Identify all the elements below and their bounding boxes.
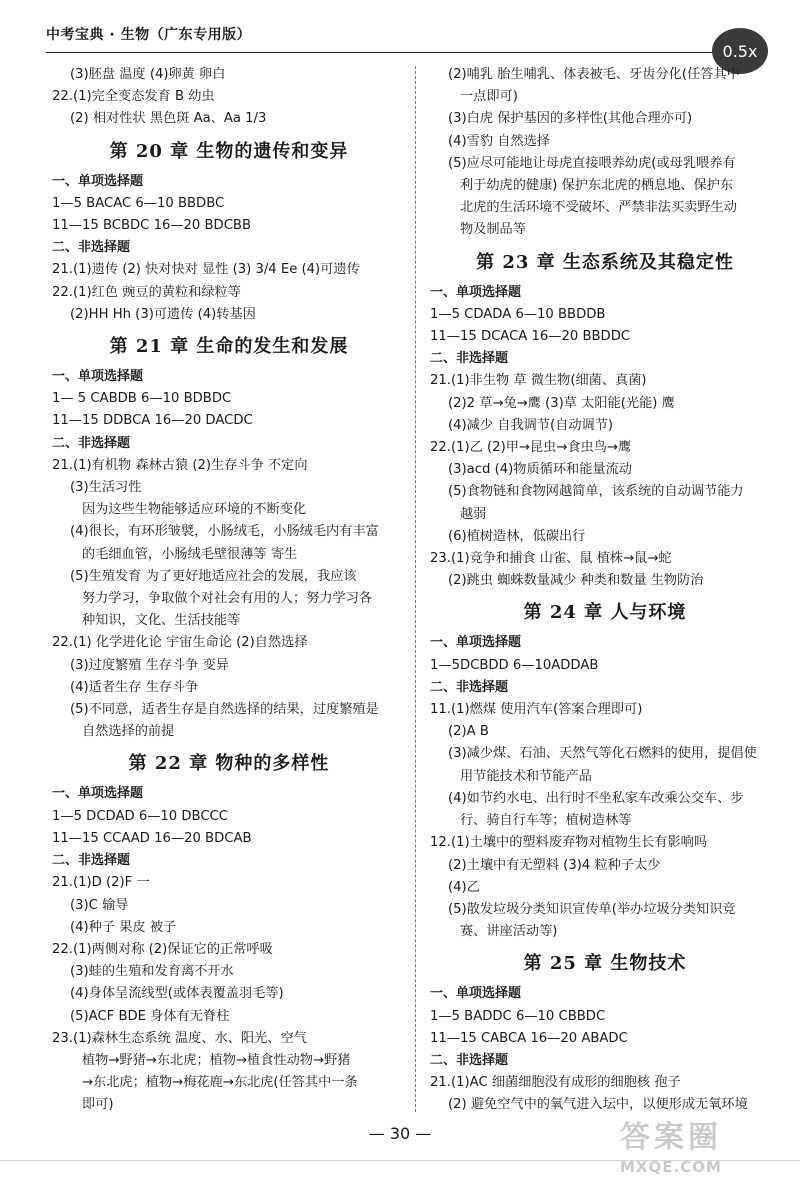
- answer-line: 物及制品等: [460, 222, 526, 238]
- chapter-25-title: 第 25 章 生物技术: [523, 953, 687, 975]
- answer-line: (2)A B: [448, 724, 489, 740]
- answer-line: 自然选择的前提: [82, 724, 175, 740]
- answer-line: (5)不同意，适者生存是自然选择的结果，过度繁殖是: [70, 702, 379, 718]
- answer-line: 21.(1)有机物 森林古猿 (2)生存斗争 不定向: [52, 457, 308, 473]
- answer-line: (4)乙: [448, 879, 480, 895]
- answer-line: 11.(1)燃煤 使用汽车(答案合理即可): [430, 702, 643, 718]
- answer-line: (3)acd (4)物质循环和能量流动: [448, 462, 632, 478]
- answer-line: 利于幼虎的健康) 保护东北虎的栖息地、保护东: [460, 178, 734, 194]
- answer-line: 植物→野猪→东北虎；植物→植食性动物→野猪: [82, 1052, 351, 1068]
- answer-line: 赛、讲座活动等): [460, 924, 558, 940]
- section-heading: 二、非选择题: [52, 853, 131, 869]
- watermark-logo: [620, 1118, 790, 1188]
- section-heading: 二、非选择题: [52, 435, 131, 451]
- answer-line: (3)蛙的生殖和发育离不开水: [70, 964, 234, 980]
- answer-line: (4)很长，有环形皱襞，小肠绒毛，小肠绒毛内有丰富: [70, 524, 379, 540]
- column-divider: [415, 66, 416, 1112]
- answer-line: 一点即可): [460, 89, 518, 105]
- answer-line: 的毛细血管，小肠绒毛壁很薄等 寄生: [82, 546, 298, 562]
- watermark-domain: MXQE.COM: [620, 1158, 722, 1176]
- answer-line: (3)白虎 保护基因的多样性(其他合理亦可): [448, 111, 693, 127]
- answer-line: 1—5 BACAC 6—10 BBDBC: [52, 195, 225, 211]
- answer-line: 种知识，文化、生活技能等: [82, 613, 241, 629]
- answer-line: (6)植树造林，低碳出行: [448, 528, 586, 544]
- section-heading: 一、单项选择题: [430, 986, 522, 1002]
- chapter-24-title: 第 24 章 人与环境: [523, 602, 687, 624]
- answer-line: (5)食物链和食物网越简单，该系统的自动调节能力: [448, 484, 744, 500]
- answer-line: (4)雪豹 自然选择: [448, 133, 550, 149]
- answer-line: 即可): [82, 1097, 114, 1113]
- answer-line: 23.(1)森林生态系统 温度、水、阳光、空气: [52, 1030, 307, 1046]
- answer-line: 1—5 CDADA 6—10 BBDDB: [430, 306, 606, 322]
- section-heading: 一、单项选择题: [430, 284, 522, 300]
- answer-line: (2)2 草→兔→鹰 (3)草 太阳能(光能) 鹰: [448, 395, 675, 411]
- answer-line: 1—5DCBDD 6—10ADDAB: [430, 657, 599, 673]
- answer-line: (3)C 输导: [70, 897, 129, 913]
- answer-line: (4)减少 自我调节(自动调节): [448, 417, 614, 433]
- answer-line: (3)过度繁殖 生存斗争 变异: [70, 657, 229, 673]
- answer-line: 22.(1)完全变态发育 B 幼虫: [52, 89, 215, 105]
- answer-line: →东北虎；植物→梅花鹿→东北虎(任答其中一条: [82, 1075, 358, 1091]
- answer-line: (5)ACF BDE 身体有无脊柱: [70, 1008, 230, 1024]
- section-heading: 一、单项选择题: [52, 369, 144, 385]
- chapter-22-title: 第 22 章 物种的多样性: [128, 753, 330, 775]
- answer-line: 21.(1)非生物 草 微生物(细菌、真菌): [430, 373, 647, 389]
- answer-line: 努力学习，争取做个对社会有用的人；努力学习各: [82, 591, 373, 607]
- answer-line: (4)如节约水电、出行时不坐私家车改乘公交车、步: [448, 790, 744, 806]
- answer-line: 1—5 BADDC 6—10 CBBDC: [430, 1008, 606, 1024]
- page-header: 中考宝典 · 生物（广东专用版）: [46, 27, 252, 43]
- section-heading: 二、非选择题: [430, 679, 509, 695]
- answer-line: (4)种子 果皮 被子: [70, 919, 177, 935]
- answer-line: 21.(1)AC 细菌细胞没有成形的细胞核 孢子: [430, 1075, 681, 1091]
- watermark-logo-text: 答案圈: [620, 1120, 722, 1155]
- answer-line: 21.(1)遗传 (2) 快对快对 显性 (3) 3/4 Ee (4)可遗传: [52, 262, 360, 278]
- answer-line: (2) 避免空气中的氧气进入坛中，以便形成无氧环境: [448, 1097, 748, 1113]
- answer-line: 23.(1)竞争和捕食 山雀、鼠 植株→鼠→蛇: [430, 551, 672, 567]
- answer-line: 22.(1)乙 (2)甲→昆虫→食虫鸟→鹰: [430, 440, 632, 456]
- answer-line: 行、骑自行车等；植树造林等: [460, 813, 632, 829]
- page-number: — 30 —: [368, 1124, 432, 1143]
- header-rule: [46, 52, 756, 53]
- answer-line: 越弱: [460, 506, 487, 522]
- section-heading: 二、非选择题: [430, 351, 509, 367]
- answer-line: (2)跳虫 蜘蛛数量减少 种类和数量 生物防治: [448, 573, 704, 589]
- answer-line: (2) 相对性状 黑色斑 Aa、Aa 1/3: [70, 111, 267, 127]
- answer-line: (2)哺乳 胎生哺乳、体表被毛、牙齿分化(任答其中: [448, 67, 740, 82]
- answer-line: 因为这些生物能够适应环境的不断变化: [82, 502, 307, 518]
- answer-line: (3)胚盘 温度 (4)卵黄 卵白: [70, 67, 226, 82]
- chapter-23-title: 第 23 章 生态系统及其稳定性: [476, 251, 734, 273]
- section-heading: 二、非选择题: [52, 240, 131, 256]
- answer-line: (2)HH Hh (3)可遗传 (4)转基因: [70, 306, 256, 322]
- section-heading: 二、非选择题: [430, 1052, 509, 1068]
- answer-line: 11—15 BCBDC 16—20 BDCBB: [52, 218, 252, 234]
- answer-line: 12.(1)土壤中的塑料废弃物对植物生长有影响吗: [430, 835, 708, 851]
- answer-line: 1— 5 CABDB 6—10 BDBDC: [52, 391, 232, 407]
- answer-line: 22.(1)两侧对称 (2)保证它的正常呼吸: [52, 941, 273, 957]
- answer-line: (5)散发垃圾分类知识宣传单(举办垃圾分类知识竞: [448, 901, 736, 917]
- chapter-20-title: 第 20 章 生物的遗传和变异: [109, 140, 349, 162]
- section-heading: 一、单项选择题: [52, 786, 144, 802]
- answer-line: 22.(1) 化学进化论 宇宙生命论 (2)自然选择: [52, 635, 308, 651]
- answer-line: (4)身体呈流线型(或体表覆盖羽毛等): [70, 986, 284, 1002]
- answer-line: 11—15 CCAAD 16—20 BDCAB: [52, 830, 252, 846]
- chapter-21-title: 第 21 章 生命的发生和发展: [109, 336, 349, 358]
- answer-line: 北虎的生活环境不受破坏、严禁非法买卖野生动: [460, 200, 737, 216]
- answer-line: (5)生殖发育 为了更好地适应社会的发展，我应该: [70, 568, 357, 584]
- answer-line: (5)应尽可能地让母虎直接喂养幼虎(或母乳喂养有: [448, 155, 736, 171]
- answer-line: 11—15 CABCA 16—20 ABADC: [430, 1030, 628, 1046]
- answer-line: 11—15 DCACA 16—20 BBDDC: [430, 329, 631, 345]
- answer-line: (4)适者生存 生存斗争: [70, 679, 199, 695]
- right-column: [430, 64, 780, 1117]
- answer-line: (3)生活习性: [70, 480, 142, 496]
- answer-line: (3)减少煤、石油、天然气等化石燃料的使用，提倡使: [448, 746, 757, 762]
- section-heading: 一、单项选择题: [430, 635, 522, 651]
- answer-line: 21.(1)D (2)F 一: [52, 875, 150, 891]
- answer-line: 用节能技术和节能产品: [460, 768, 592, 784]
- section-heading: 一、单项选择题: [52, 173, 144, 189]
- answer-line: 1—5 DCDAD 6—10 DBCCC: [52, 808, 228, 824]
- answer-line: (2)土壤中有无塑料 (3)4 粒种子太少: [448, 857, 661, 873]
- left-column: [52, 64, 406, 1117]
- answer-line: 11—15 DDBCA 16—20 DACDC: [52, 413, 253, 429]
- answer-line: 22.(1)红色 豌豆的黄粒和绿粒等: [52, 284, 241, 300]
- playback-speed-button[interactable]: 0.5x: [712, 28, 768, 74]
